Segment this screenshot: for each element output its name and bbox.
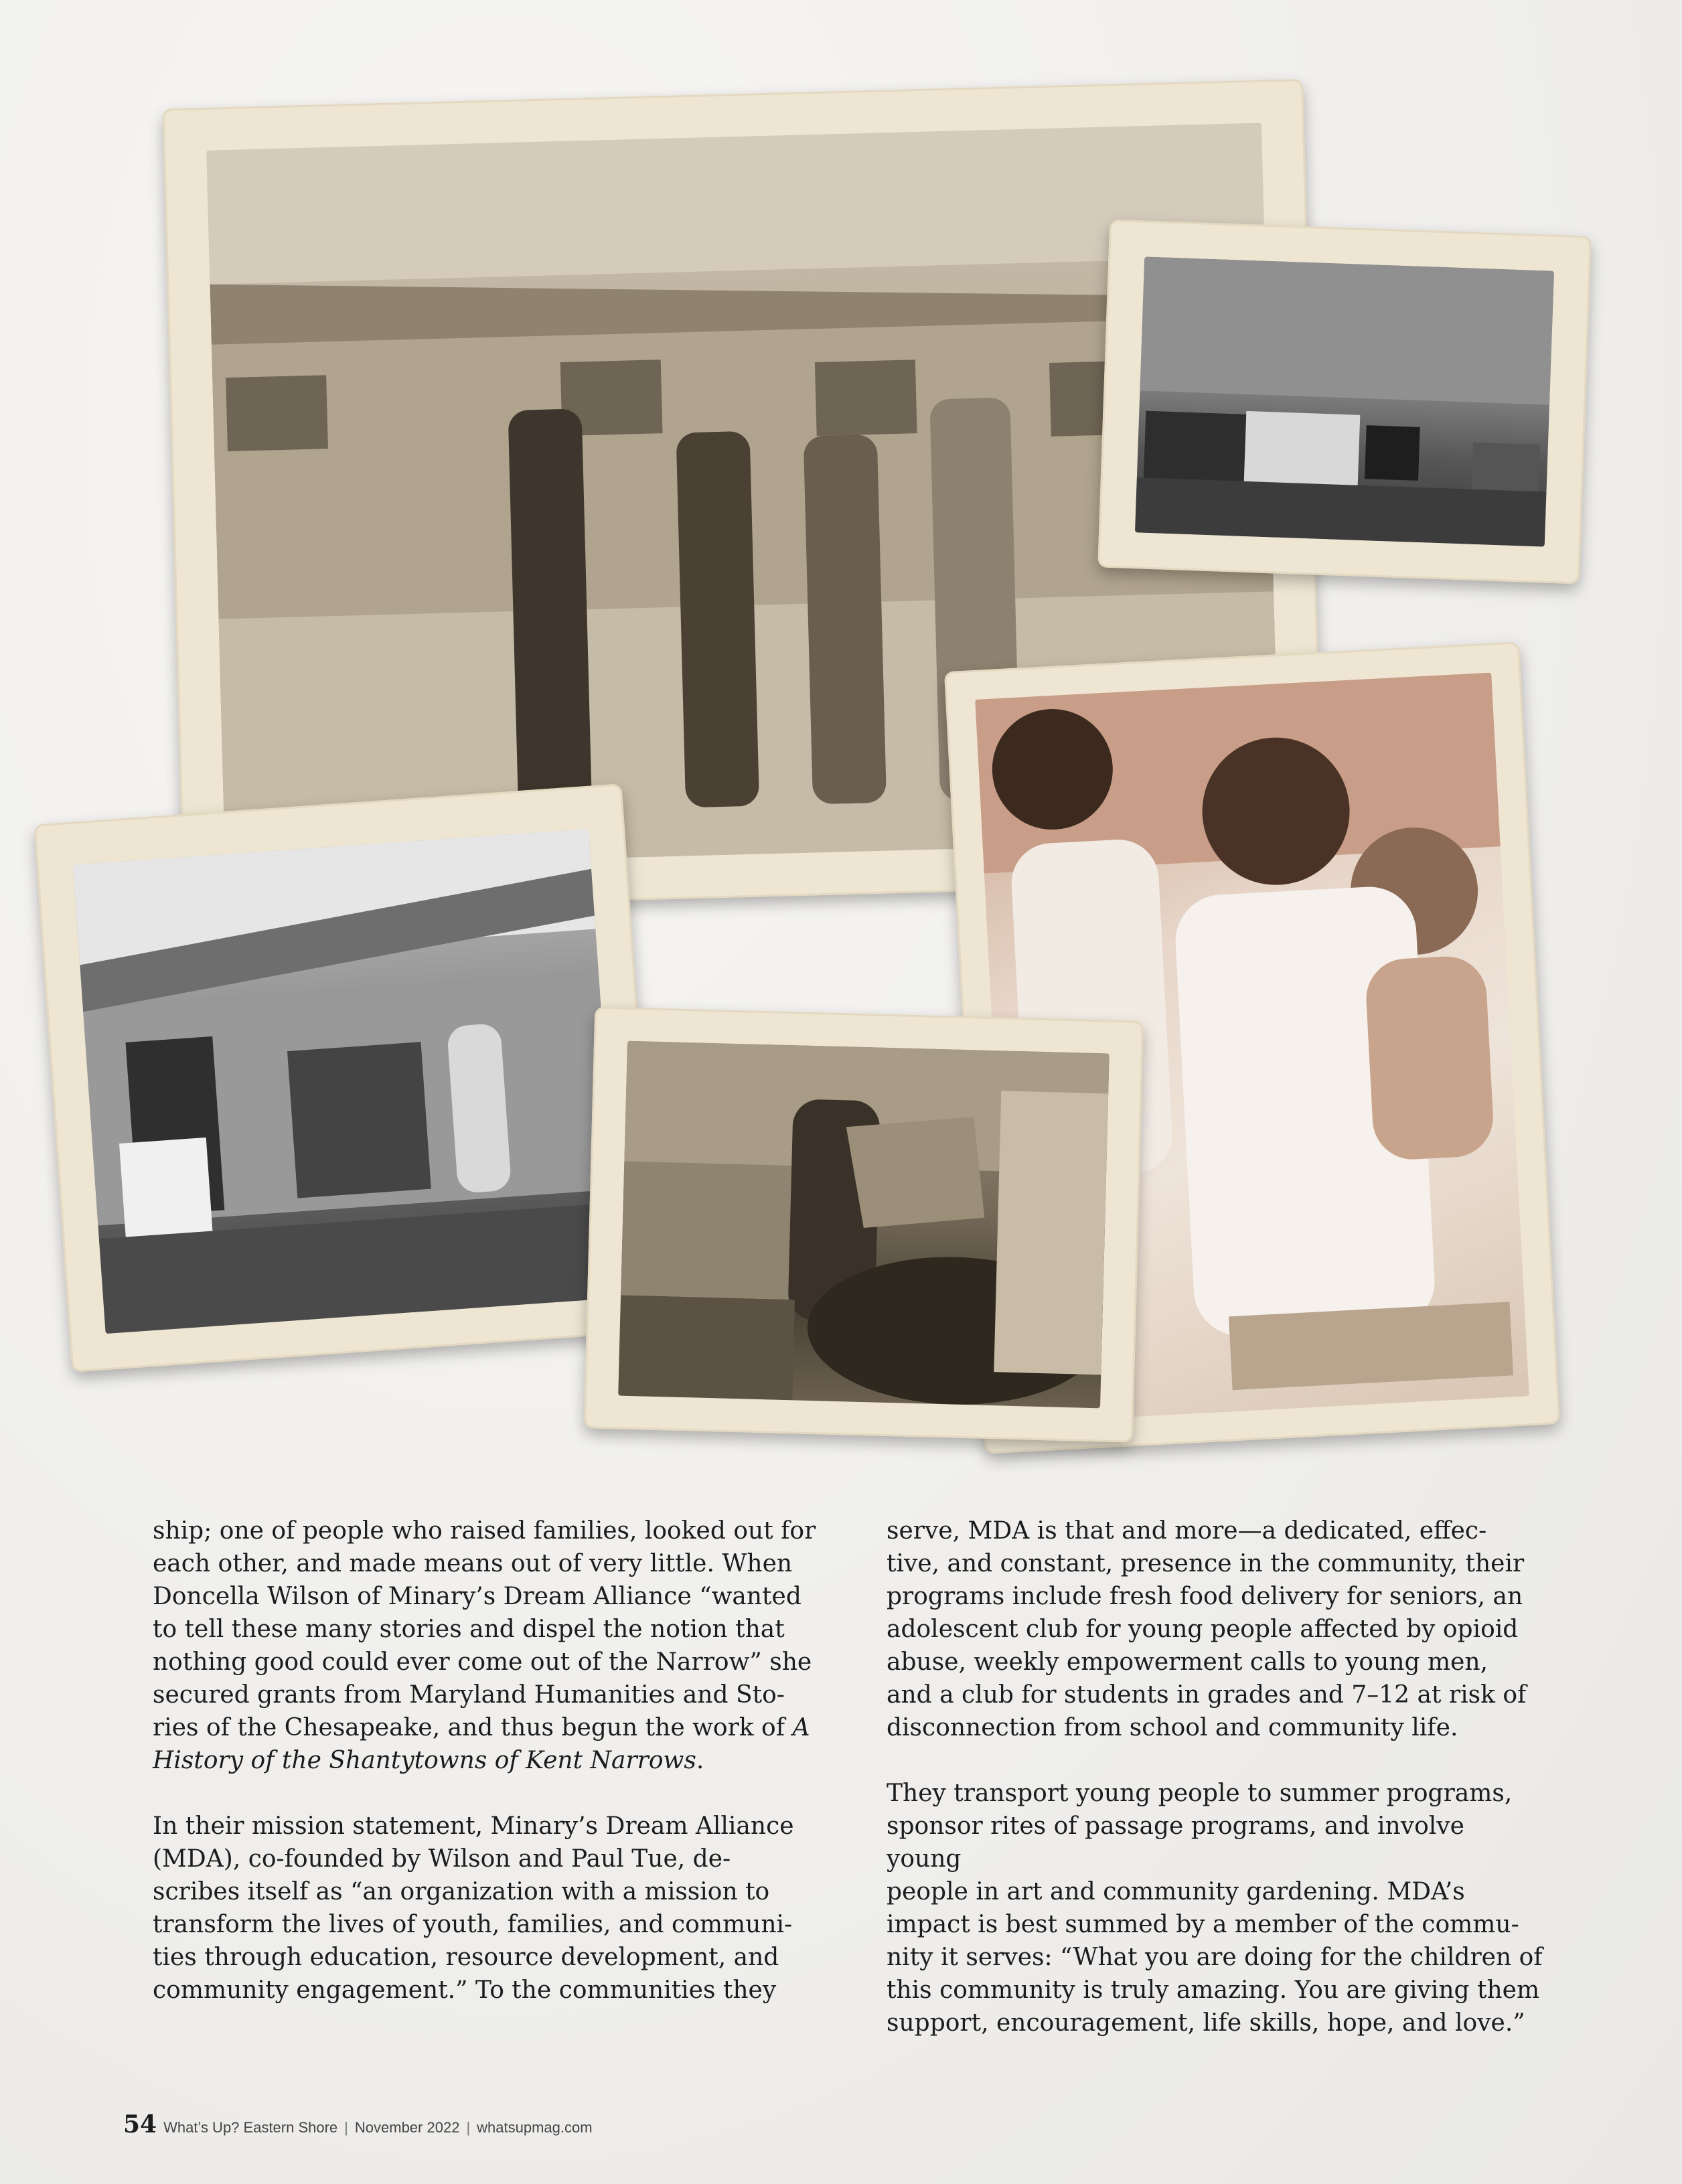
page-number: 54: [123, 2110, 157, 2138]
paragraph-text: ship; one of people who raised families, looked out for each other, and made means out of very little. When Doncella Wilson of Minary’s Dream Alliance “wanted to tell these many stories and dispel the notion that nothing good could ever come out of the Narrow” she secured grants from Maryland Humanities and Sto- ries of the Chesapeake, and thus begun the work of: [153, 1517, 816, 1741]
footer-separator: |: [466, 2119, 471, 2136]
footer-separator: |: [344, 2119, 348, 2136]
paragraph-end: .: [696, 1747, 704, 1774]
photo-shanty-row: [1097, 220, 1592, 584]
article-column-right: [887, 1514, 1543, 2072]
page-footer: [123, 2110, 593, 2138]
paragraph-programs: serve, MDA is that and more—a dedicated, effec- tive, and constant, presence in the community, their programs include fresh food delivery for seniors, an adolescent club for young people affected by opioid abuse, weekly empowerment calls to young men, and a club for students in grades and 7–12 at risk of disconnection from school and community life.: [887, 1517, 1527, 1741]
publication-name: What’s Up? Eastern Shore: [163, 2119, 338, 2136]
website-link[interactable]: whatsupmag.com: [477, 2119, 593, 2136]
paragraph-mission: In their mission statement, Minary’s Dream Alliance (MDA), co-founded by Wilson and Paul Tue, de- scribes itself as “an organization with a mission to transform the lives of youth, families, and communi- ties through education, resource development, and community engagement.” To the communities they: [153, 1812, 794, 2004]
paragraph-history: [153, 1514, 830, 1777]
book-title: A History of the Shantytowns of Kent Narrows: [153, 1714, 810, 1774]
paragraph-impact: They transport young people to summer programs, sponsor rites of passage programs, and involve young people in art and community gardening. MDA’s impact is best summed by a member of the commu- nity it serves: “What you are doing for the children of this community is truly amazing. You are giving them support, encouragement, life skills, hope, and love.”: [887, 1780, 1543, 2037]
issue-date: November 2022: [354, 2119, 460, 2136]
photo-porch-scene: [33, 783, 660, 1372]
photo-oyster-work: [584, 1006, 1144, 1442]
article-column-left: [153, 1514, 830, 2039]
